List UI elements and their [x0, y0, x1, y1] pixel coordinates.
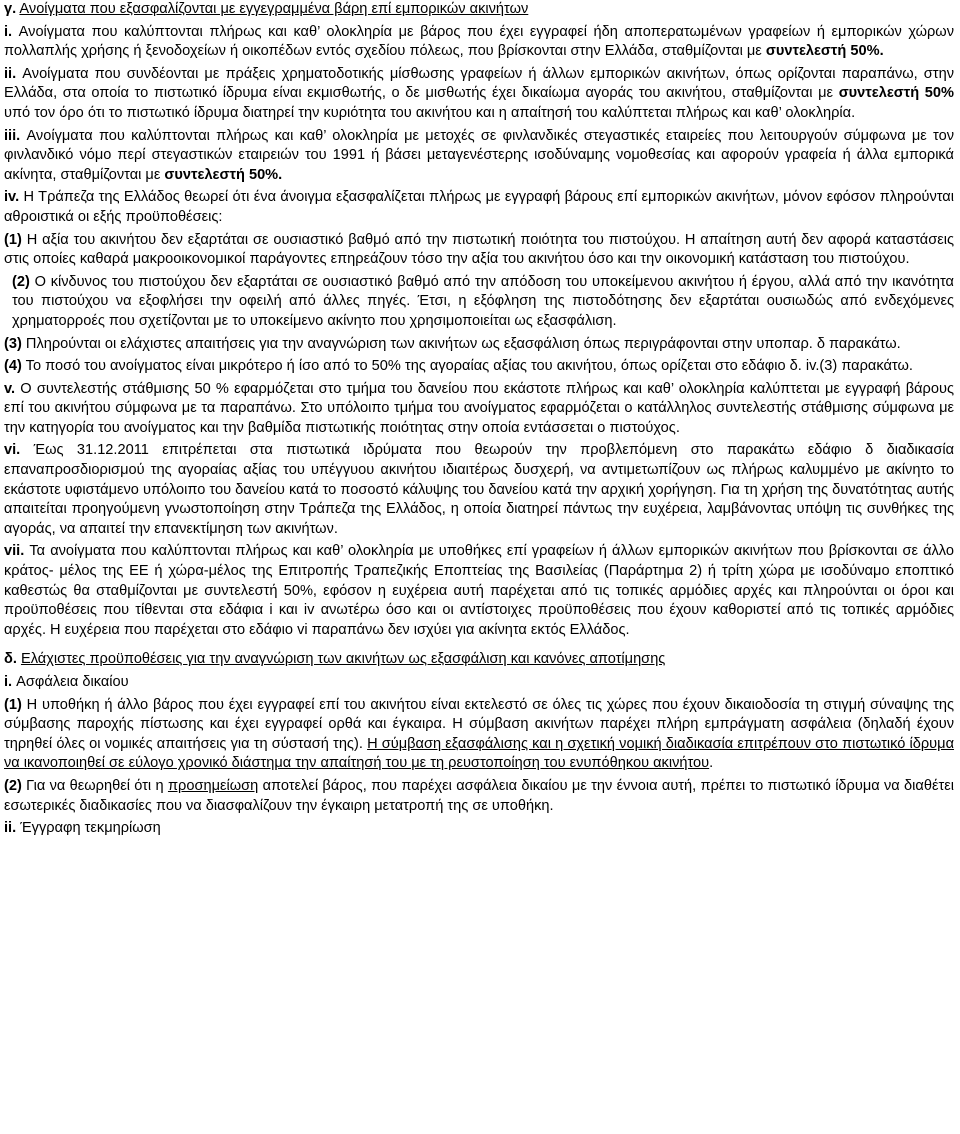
condition-3-number: (3) — [4, 335, 22, 352]
paragraph-v-number: v. — [4, 380, 16, 397]
paragraph-i — [4, 23, 954, 62]
paragraph-v — [4, 380, 954, 439]
d-condition-2-underlined: προσημείωση — [167, 777, 259, 794]
section-d-title: Ελάχιστες προϋποθέσεις για την αναγνώριση των ακινήτων ως εξασφάλιση και κανόνες αποτίμησης — [20, 651, 666, 668]
condition-1-text: Η αξία του ακινήτου δεν εξαρτάται σε ουσιαστικό βαθμό από την πιστωτική ποιότητα του πιστούχου. Η απαίτηση αυτή δεν αφορά καταστάσεις στις οποίες καθαρά μακροοικονομικοί παράγοντες επηρεάζουν τόσο την αξία του ακινήτου όσο και την οικονομική κατάσταση του πιστούχου. — [4, 231, 954, 268]
d-condition-2 — [4, 777, 954, 816]
paragraph-vi — [4, 441, 954, 539]
condition-3-text: Πληρούνται οι ελάχιστες απαιτήσεις για την αναγνώριση των ακινήτων ως εξασφάλιση όπως περιγράφονται στην υποπαρ. δ παρακάτω. — [25, 335, 901, 352]
subsection-d-i-title: Ασφάλεια δικαίου — [16, 674, 129, 690]
subsection-d-i-number: i. — [4, 674, 13, 690]
paragraph-vi-number: vi. — [4, 442, 21, 459]
section-d-heading — [4, 650, 954, 670]
d-condition-1-end: . — [709, 755, 714, 772]
subsection-d-i — [4, 673, 954, 693]
subsection-d-ii-title: Έγγραφη τεκμηρίωση — [20, 820, 161, 837]
paragraph-i-text: Ανοίγματα που καλύπτονται πλήρως και καθ’ ολοκληρία με βάρος που έχει εγγραφεί ήδη αποπερατωμένων γραφείων ή εμπορικών χώρων πολλαπλής χρήσης ή ξενοδοχείων ή οικοπέδων εντός σχεδίου πόλεως, που βρίσκονται στην Ελλάδα, σταθμίζονται με — [4, 23, 954, 60]
paragraph-vi-text: Έως 31.12.2011 επιτρέπεται στα πιστωτικά ιδρύματα που θεωρούν την προβλεπόμενη στο παρακάτω εδάφιο δ διαδικασία επαναπροσδιορισμού της αγοραίας αξίας του υπέγγυου ακινήτου ιδιαιτέρως δυσχερή, να αντιμετωπίζουν ως πλήρως καλυμμένο με ακίνητο το εκάστοτε υφιστάμενο υπόλοιπο του δανείου κατά το ποσοστό κάλυψης του δανείου κατά την αρχική χορήγηση. Για τη χρήση της δυνατότητας αυτής απαιτείται προηγούμενη γνωστοποίηση στην Τράπεζα της Ελλάδος, η οποία διατηρεί πάντως την ευχέρεια, λαμβάνοντας υπόψη τις συνθήκες της αγοράς, να απαιτεί την επανεκτίμηση των ακινήτων. — [4, 442, 955, 537]
paragraph-iii-text: Ανοίγματα που καλύπτονται πλήρως και καθ’ ολοκληρία με μετοχές σε φινλανδικές στεγαστικές εταιρείες που λειτουργούν σύμφωνα με τον φινλανδικό νόμο περί στεγαστικών εταιρειών του 1991 ή βάσει μεταγενέστερης ισοδύναμης νομοθεσίας και αφορούν γραφεία ή άλλα εμπορικά ακίνητα, σταθμίζονται με — [4, 127, 954, 183]
condition-3 — [4, 335, 954, 355]
paragraph-vii-number: vii. — [4, 543, 25, 560]
paragraph-iv — [4, 188, 954, 227]
condition-2-number: (2) — [12, 273, 30, 290]
paragraph-vii — [4, 542, 954, 640]
condition-1 — [4, 231, 954, 270]
paragraph-ii-number: ii. — [4, 65, 17, 82]
d-condition-2-number: (2) — [4, 777, 22, 794]
section-d-marker: δ. — [4, 651, 17, 668]
condition-4-text: Το ποσό του ανοίγματος είναι μικρότερο ή ίσο από το 50% της αγοραίας αξίας του ακινήτου, όπως ορίζεται στο εδάφιο δ. iv.(3) παρακάτω. — [25, 358, 913, 375]
paragraph-ii — [4, 65, 954, 124]
section-g-heading — [4, 0, 954, 20]
condition-2 — [4, 273, 954, 332]
paragraph-iv-number: iv. — [4, 189, 20, 206]
paragraph-ii-tail: υπό τον όρο ότι το πιστωτικό ίδρυμα διατηρεί την κυριότητα του ακινήτου και η απαίτησή του καλύπτεται πλήρως και καθ’ ολοκληρία. — [4, 104, 856, 121]
paragraph-iii-number: iii. — [4, 127, 21, 144]
d-condition-1-number: (1) — [4, 696, 22, 713]
d-condition-1-text: Η υποθήκη ή άλλο βάρος που έχει εγγραφεί επί του ακινήτου είναι εκτελεστό σε όλες τις χώρες που έχουν δικαιοδοσία τη στιγμή σύναψης της σύμβασης παροχής πίστωσης και έχει εγγραφεί ορθά και έγκαιρα. Η σύμβαση ακινήτων παρέχει πλήρη εμπράγματη ασφάλεια (δηλαδή έχουν τηρηθεί όλες οι νομικές απαιτήσεις για τη σύστασή της). — [4, 696, 954, 752]
paragraph-iii — [4, 127, 954, 186]
d-condition-1 — [4, 696, 954, 774]
paragraph-ii-text: Ανοίγματα που συνδέονται με πράξεις χρηματοδοτικής μίσθωσης γραφείων ή άλλων εμπορικών ακινήτων, όπως ορίζονται παραπάνω, στην Ελλάδα, στα οποία το πιστωτικό ίδρυμα είναι εκμισθωτής, ο δε μισθωτής έχει δικαίωμα αγοράς του ακινήτου, σταθμίζονται με — [4, 65, 954, 102]
d-condition-2-text: αποτελεί βάρος, που παρέχει ασφάλεια δικαίου με την έννοια αυτή, πρέπει το πιστωτικό ίδρυμα να διαθέτει εσωτερικές διαδικασίες που να διασφαλίζουν την έγκαιρη μετατροπή της σε υποθήκη. — [4, 777, 954, 814]
d-condition-1-underlined: Η σύμβαση εξασφάλισης και η σχετική νομική διαδικασία επιτρέπουν στο πιστωτικό ίδρυμα να ικανοποιηθεί σε εύλογο χρονικό διάστημα την απαίτησή του με τη ρευστοποίηση του ενυπόθηκου ακινήτου — [4, 735, 955, 772]
paragraph-i-rate: συντελεστή 50%. — [765, 43, 884, 60]
paragraph-iv-text: Η Τράπεζα της Ελλάδος θεωρεί ότι ένα άνοιγμα εξασφαλίζεται πλήρως με εγγραφή βάρους επί εμπορικών ακινήτων, μόνον εφόσον πληρούνται αθροιστικά οι εξής προϋποθέσεις: — [4, 189, 954, 225]
d-condition-2-pre: Για να θεωρηθεί ότι η — [26, 777, 164, 794]
subsection-d-ii — [4, 819, 954, 839]
condition-4-number: (4) — [4, 358, 22, 375]
paragraph-i-number: i. — [4, 23, 13, 40]
paragraph-iii-rate: συντελεστή 50%. — [164, 166, 283, 183]
condition-2-text: Ο κίνδυνος του πιστούχου δεν εξαρτάται σε ουσιαστικό βαθμό από την απόδοση του υποκείμενου ακινήτου ή έργου, αλλά από την ικανότητα του πιστούχου να εξοφλήσει την οφειλή από άλλες πηγές. Έτσι, η εξόφληση της πιστοδότησης δεν εξαρτάται ουσιωδώς από ενδεχόμενες χρηματορροές που σχετίζονται με το υποκείμενο ακίνητο που χρησιμοποιείται ως εξασφάλιση. — [12, 273, 954, 329]
paragraph-vii-text: Τα ανοίγματα που καλύπτονται πλήρως και καθ’ ολοκληρία με υποθήκες επί γραφείων ή άλλων εμπορικών ακινήτων που βρίσκονται σε άλλο κράτος- μέλος της ΕΕ ή χώρα-μέλος της Επιτροπής Τραπεζικής Εποπτείας της Βασιλείας (Παράρτημα 2) ή τρίτη χώρα με ισοδύναμο εποπτικό καθεστώς θα σταθμίζονται με συντελεστή 50%, εφόσον η ευχέρεια αυτή παρέχεται από τις τοπικές αρμόδιες αρχές και πληρούνται οι όροι και προϋποθέσεις που τίθενται στα εδάφια i και iv ανωτέρω όσο και οι αντίστοιχες προϋποθέσεις που έχουν καθοριστεί από τις τοπικές αρμόδιες αρχές. Η ευχέρεια που παρέχεται στο εδάφιο vi παραπάνω δεν ισχύει για ακίνητα εκτός Ελλάδος. — [4, 543, 955, 638]
subsection-d-ii-number: ii. — [4, 820, 17, 837]
section-g-marker: γ. — [4, 1, 17, 17]
section-g-title: Ανοίγματα που εξασφαλίζονται με εγγεγραμμένα βάρη επί εμπορικών ακινήτων — [19, 1, 529, 17]
condition-1-number: (1) — [4, 231, 22, 248]
condition-4 — [4, 357, 954, 377]
paragraph-ii-rate: συντελεστή 50% — [838, 85, 954, 102]
paragraph-v-text: Ο συντελεστής στάθμισης 50 % εφαρμόζεται στο τμήμα του δανείου που εκάστοτε πλήρως και καθ’ ολοκληρία καλύπτεται με εγγραφή βάρους επί του ακινήτου σύμφωνα με τα παραπάνω. Στο υπόλοιπο τμήμα του ανοίγματος εφαρμόζεται ο κατάλληλος συντελεστής στάθμισης σύμφωνα με την κατηγορία του ανοίγματος και την βαθμίδα πιστωτικής ποιότητας στην οποία εντάσσεται ο πιστούχος. — [4, 380, 954, 436]
